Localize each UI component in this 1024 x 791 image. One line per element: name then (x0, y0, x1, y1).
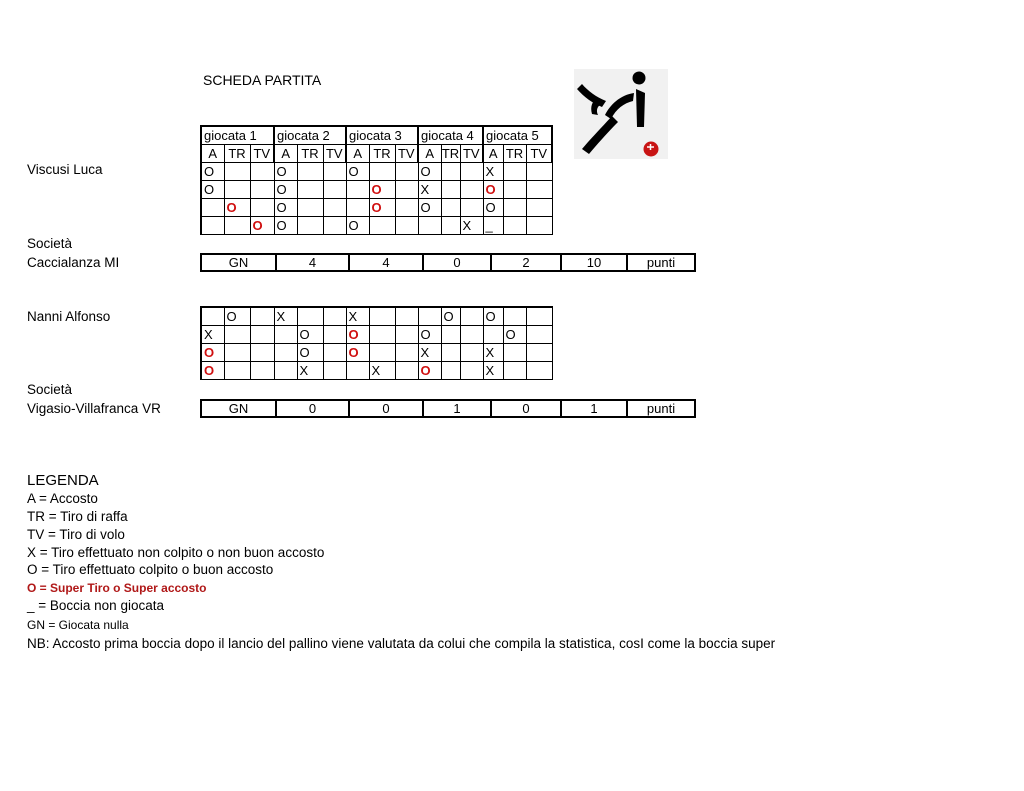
shot-cell (441, 199, 460, 217)
table-row (201, 307, 552, 326)
shot-cell (503, 163, 526, 181)
shot-cell (297, 307, 323, 326)
legend-raffa: TR = Tiro di raffa (27, 509, 128, 524)
round-score: 10 (561, 254, 627, 271)
round-score: 2 (491, 254, 561, 271)
shot-type-header: TR (503, 145, 526, 163)
shot-cell (395, 199, 418, 217)
shot-cell (224, 362, 250, 380)
shot-cell (323, 199, 346, 217)
shot-cell (395, 344, 418, 362)
table-row (201, 344, 552, 362)
shot-cell: X (460, 217, 483, 235)
giocata-header: giocata 1 (201, 126, 274, 145)
round-score: GN (201, 254, 276, 271)
shot-cell (323, 326, 346, 344)
giocata-header: giocata 2 (274, 126, 346, 145)
round-score: 0 (423, 254, 491, 271)
shot-cell (460, 199, 483, 217)
shot-cell: O (418, 163, 441, 181)
shot-cell (297, 217, 323, 235)
shot-type-header: TR (224, 145, 250, 163)
shot-cell (395, 307, 418, 326)
shot-cell (369, 217, 395, 235)
shot-cell: O (297, 326, 323, 344)
shot-type-header: A (274, 145, 297, 163)
shot-type-header: TV (526, 145, 552, 163)
shot-cell (526, 199, 552, 217)
shot-cell: O (483, 199, 503, 217)
round-score: GN (201, 400, 276, 417)
round-score: 4 (276, 254, 349, 271)
societa-label: Società (27, 236, 73, 251)
shot-cell: O (346, 217, 369, 235)
shot-type-header: TV (250, 145, 274, 163)
legend-super: O = Super Tiro o Super accosto (27, 581, 207, 595)
shot-cell (346, 181, 369, 199)
score-summary (200, 253, 696, 272)
shot-cell (395, 217, 418, 235)
shot-cell: O (418, 362, 441, 380)
shot-cell (250, 163, 274, 181)
shot-cell (369, 163, 395, 181)
shot-cell (503, 199, 526, 217)
legend-o: O = Tiro effettuato colpito o buon accosto (27, 562, 274, 577)
shot-type-header: A (483, 145, 503, 163)
shot-cell: O (369, 181, 395, 199)
score-summary (200, 399, 696, 418)
player-club: Caccialanza MI (27, 255, 120, 270)
shot-cell: O (503, 326, 526, 344)
shot-cell (274, 344, 297, 362)
page-title: SCHEDA PARTITA (203, 72, 322, 88)
shot-cell (323, 181, 346, 199)
shot-cell (395, 326, 418, 344)
shot-cell (224, 326, 250, 344)
shot-cell: X (418, 181, 441, 199)
bocce-logo (574, 69, 668, 159)
shot-type-header: TR (369, 145, 395, 163)
player-club: Vigasio-Villafranca VR (27, 401, 161, 416)
table-row (201, 362, 552, 380)
legend-heading: LEGENDA (27, 472, 99, 489)
shot-type-header: TV (323, 145, 346, 163)
shot-cell: O (201, 344, 224, 362)
shot-cell (250, 344, 274, 362)
shot-cell: O (346, 326, 369, 344)
shot-cell: O (483, 307, 503, 326)
shot-cell (460, 344, 483, 362)
shot-cell: X (297, 362, 323, 380)
shot-cell: X (201, 326, 224, 344)
shot-cell (441, 362, 460, 380)
shot-cell: O (201, 181, 224, 199)
shot-cell: X (483, 362, 503, 380)
player-name: Viscusi Luca (27, 162, 103, 177)
legend-gn: GN = Giocata nulla (27, 618, 129, 632)
shot-cell (250, 181, 274, 199)
shot-cell (323, 362, 346, 380)
shot-type-header: A (346, 145, 369, 163)
shot-type-header: TR (441, 146, 460, 161)
shot-cell (201, 307, 224, 326)
table-row (201, 217, 552, 235)
shot-cell: O (250, 217, 274, 235)
legend-volo: TV = Tiro di volo (27, 527, 125, 542)
shot-cell: O (201, 362, 224, 380)
table-row (201, 181, 552, 199)
shot-cell: X (418, 344, 441, 362)
giocata-header: giocata 5 (483, 126, 552, 145)
player-name: Nanni Alfonso (27, 309, 111, 324)
shot-cell (526, 163, 552, 181)
shot-cell (526, 181, 552, 199)
legend-blank: _ = Boccia non giocata (27, 598, 164, 613)
shot-cell (526, 326, 552, 344)
shot-cell: O (274, 199, 297, 217)
shot-cell (395, 362, 418, 380)
shot-cell (441, 217, 460, 235)
table-row (201, 199, 552, 217)
shot-cell (297, 199, 323, 217)
shot-cell (503, 362, 526, 380)
shot-cell (323, 163, 346, 181)
shot-cell: O (483, 181, 503, 199)
shot-cell (503, 344, 526, 362)
shot-cell: X (369, 362, 395, 380)
shot-cell (274, 362, 297, 380)
round-score: 0 (276, 400, 349, 417)
shot-cell (526, 307, 552, 326)
score-grid (200, 306, 553, 380)
shot-cell (369, 326, 395, 344)
shot-cell (526, 344, 552, 362)
legend-x: X = Tiro effettuato non colpito o non buon accosto (27, 545, 325, 560)
shot-cell (224, 217, 250, 235)
shot-cell: X (483, 163, 503, 181)
shot-cell (250, 199, 274, 217)
shot-cell: X (274, 307, 297, 326)
societa-label: Società (27, 382, 73, 397)
shot-cell (346, 362, 369, 380)
shot-cell: O (224, 307, 250, 326)
shot-cell (369, 307, 395, 326)
giocata-header: giocata 3 (346, 126, 418, 145)
shot-cell (503, 217, 526, 235)
shot-cell: O (201, 163, 224, 181)
table-row (201, 163, 552, 181)
shot-cell (250, 307, 274, 326)
shot-type-header: TV (395, 145, 418, 163)
shot-cell: O (418, 326, 441, 344)
shot-cell: O (418, 199, 441, 217)
shot-cell (201, 199, 224, 217)
shot-cell (224, 181, 250, 199)
shot-cell: O (274, 217, 297, 235)
legend-nb: NB: Accosto prima boccia dopo il lancio del pallino viene valutata da colui che compila la statistica, cosI come la boccia super (27, 636, 776, 651)
shot-type-header: TV (460, 145, 483, 163)
shot-cell: O (346, 163, 369, 181)
round-score: 0 (349, 400, 423, 417)
shot-cell (441, 181, 460, 199)
shot-cell (323, 307, 346, 326)
shot-cell (503, 307, 526, 326)
shot-cell (323, 217, 346, 235)
round-score: 1 (423, 400, 491, 417)
round-score: 1 (561, 400, 627, 417)
shot-cell (395, 163, 418, 181)
points-label: punti (627, 254, 695, 271)
shot-type-header: A (201, 145, 224, 163)
shot-cell (441, 326, 460, 344)
shot-cell: X (483, 344, 503, 362)
table-row (201, 326, 552, 344)
shot-cell (323, 344, 346, 362)
legend-accosto: A = Accosto (27, 491, 98, 506)
shot-cell (526, 217, 552, 235)
shot-cell: O (274, 163, 297, 181)
round-score: 0 (491, 400, 561, 417)
shot-cell: O (346, 344, 369, 362)
shot-cell (460, 326, 483, 344)
score-grid (200, 125, 553, 235)
shot-cell (460, 307, 483, 326)
giocata-header: giocata 4 (418, 126, 483, 145)
shot-cell (526, 362, 552, 380)
shot-cell (346, 199, 369, 217)
shot-cell (224, 163, 250, 181)
shot-cell (460, 181, 483, 199)
shot-cell (460, 362, 483, 380)
shot-cell: X (346, 307, 369, 326)
round-score: 4 (349, 254, 423, 271)
shot-cell (418, 307, 441, 326)
shot-cell (441, 163, 460, 181)
bocce-player-icon (574, 69, 668, 159)
shot-type-header: A (418, 145, 441, 163)
shot-cell: O (369, 199, 395, 217)
shot-cell (483, 326, 503, 344)
shot-cell (224, 344, 250, 362)
shot-cell: O (441, 307, 460, 326)
shot-cell (395, 181, 418, 199)
shot-cell (274, 326, 297, 344)
shot-cell (418, 217, 441, 235)
shot-cell: O (297, 344, 323, 362)
shot-cell: O (274, 181, 297, 199)
shot-cell (441, 344, 460, 362)
shot-cell (250, 326, 274, 344)
shot-cell: O (224, 199, 250, 217)
shot-cell (250, 362, 274, 380)
points-label: punti (627, 400, 695, 417)
shot-type-header: TR (297, 145, 323, 163)
shot-cell (297, 181, 323, 199)
shot-cell (369, 344, 395, 362)
shot-cell (297, 163, 323, 181)
shot-cell (503, 181, 526, 199)
shot-cell (460, 163, 483, 181)
shot-cell (201, 217, 224, 235)
shot-cell: _ (483, 217, 503, 235)
